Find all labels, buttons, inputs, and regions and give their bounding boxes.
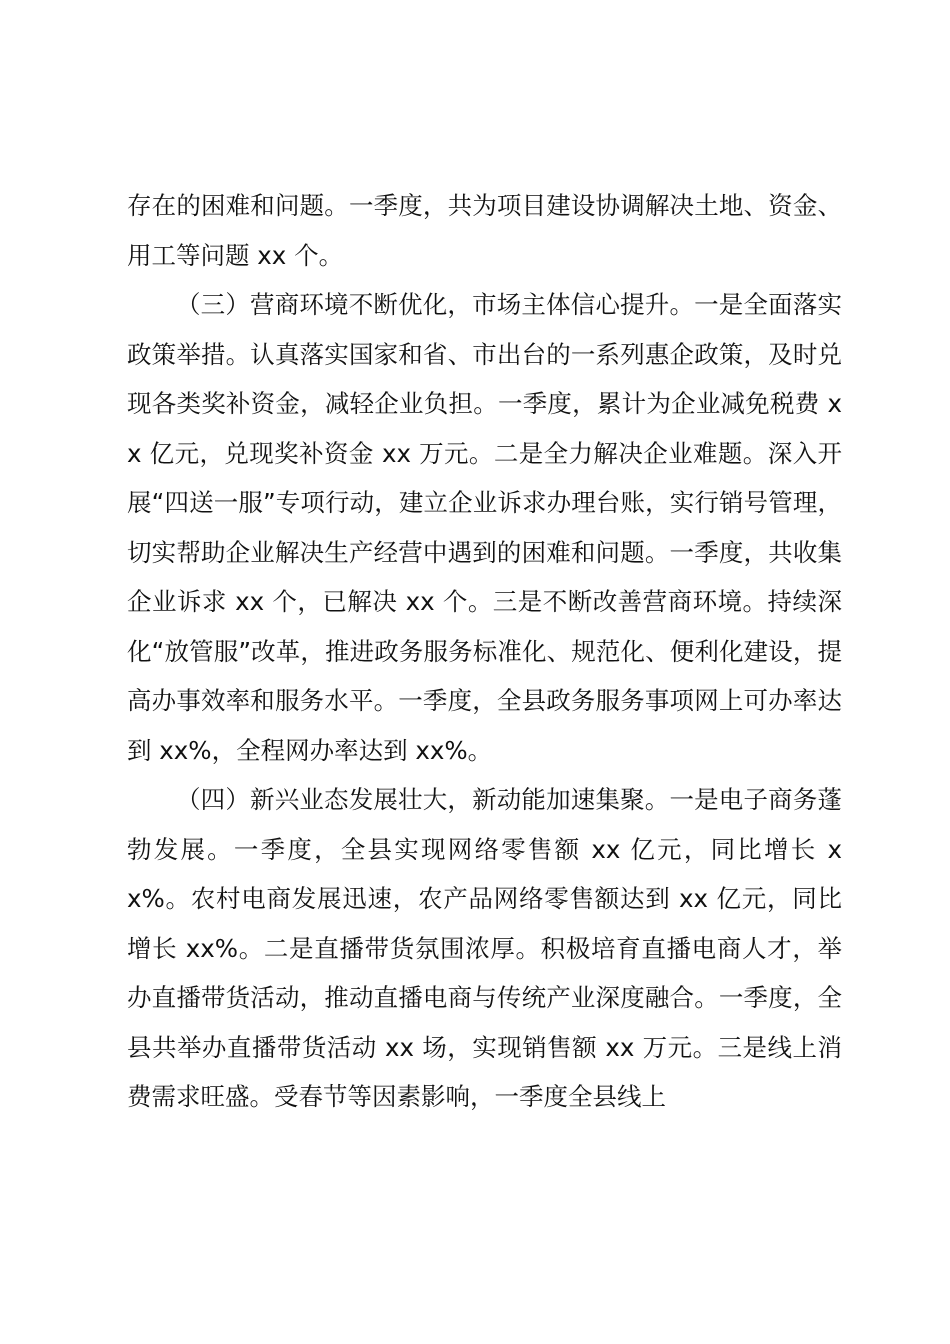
paragraph-continuation: 存在的困难和问题。一季度，共为项目建设协调解决土地、资金、用工等问题 xx 个。 xyxy=(127,191,842,270)
paragraph-business-environment: （三）营商环境不断优化，市场主体信心提升。一是全面落实政策举措。认真落实国家和省、市出台的一系列惠企政策，及时兑现各类奖补资金，减轻企业负担。一季度，累计为企业减免税费 xx 亿元，兑现奖补资金 xx 万元。二是全力解决企业难题。深入开展“四送一服”专项行动，建立企业诉求办理台账，实行销号管理，切实帮助企业解决生产经营中遇到的困难和问题。一季度，共收集企业诉求 xx 个，已解决 xx 个。三是不断改善营商环境。持续深化“放管服”改革，推进政务服务标准化、规范化、便利化建设，提高办事效率和服务水平。一季度，全县政务服务事项网上可办率达到 xx%，全程网办率达到 xx%。 xyxy=(127,290,842,765)
paragraph-new-business-forms: （四）新兴业态发展壮大，新动能加速集聚。一是电子商务蓬勃发展。一季度，全县实现网络零售额 xx 亿元，同比增长 xx%。农村电商发展迅速，农产品网络零售额达到 xx 亿元，同比增长 xx%。二是直播带货氛围浓厚。积极培育直播电商人才，举办直播带货活动，推动直播电商与传统产业深度融合。一季度，全县共举办直播带货活动 xx 场，实现销售额 xx 万元。三是线上消费需求旺盛。受春节等因素影响，一季度全县线上 xyxy=(127,785,842,1111)
document-body xyxy=(127,181,842,1122)
